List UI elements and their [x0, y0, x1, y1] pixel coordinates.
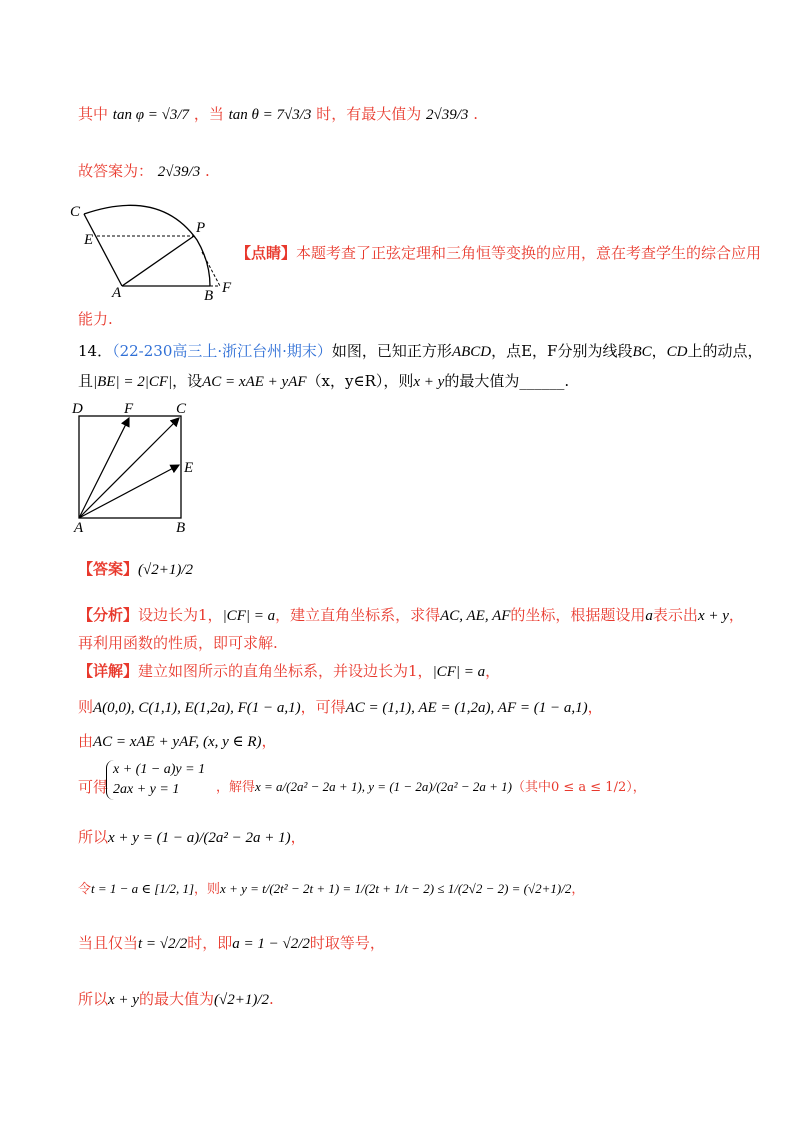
- text: 设边长为1，: [138, 606, 223, 624]
- text: ，当: [193, 105, 224, 123]
- detail-label: 【详解】: [78, 662, 139, 680]
- segment-ap: [122, 236, 194, 286]
- arc: [84, 205, 210, 286]
- text: 表示出: [652, 606, 698, 624]
- label-f: F: [124, 401, 134, 417]
- q14-line1: [78, 340, 763, 363]
- text: ，解得: [216, 780, 256, 795]
- label-f: F: [222, 280, 232, 296]
- comment-cont: [78, 308, 113, 330]
- text: ，: [728, 606, 744, 624]
- text: ，: [261, 732, 277, 750]
- label-b: B: [204, 288, 214, 304]
- math: |CF| = a: [222, 608, 276, 624]
- math: AC = xAE + yAF, (x, y ∈ R): [93, 734, 262, 750]
- q14-line2: [78, 370, 569, 393]
- text: 的坐标，根据题设用: [510, 606, 646, 624]
- math: |CF| = a: [432, 664, 486, 680]
- math: a = 1 − √2/2: [232, 936, 310, 952]
- math: t = √2/2: [138, 936, 188, 952]
- text: （x，y∈R），则: [306, 372, 414, 390]
- detail-line1: [78, 660, 500, 683]
- math: x = a/(2a² − 2a + 1), y = (1 − 2a)/(2a² − 2a + 1): [255, 779, 512, 794]
- text: ，设: [172, 372, 203, 390]
- answer-formula: 2√39/3: [157, 164, 201, 180]
- tan-phi-formula: tan φ = √3/7: [112, 107, 190, 123]
- label-a: A: [74, 520, 84, 534]
- math: (√2+1)/2: [213, 992, 269, 1008]
- vector-ac: [79, 418, 179, 518]
- text: 令: [78, 882, 92, 897]
- max-value-formula: 2√39/3: [426, 107, 469, 123]
- detail-line6: [78, 878, 584, 901]
- text: ，: [571, 882, 585, 897]
- equation-2: 2ax + y = 1: [113, 782, 180, 797]
- text: 时，有最大值为: [316, 105, 422, 123]
- text: 则: [78, 698, 94, 716]
- sector-figure: [70, 200, 250, 305]
- math: x + y = (1 − a)/(2a² − 2a + 1): [108, 830, 291, 846]
- text: 时取等号，: [309, 934, 385, 952]
- segment-ca: [84, 214, 122, 286]
- text: ，: [290, 828, 306, 846]
- text: 所以: [78, 828, 109, 846]
- text: 建立如图所示的直角坐标系，并设边长为1，: [138, 662, 433, 680]
- label-e: E: [84, 232, 94, 248]
- comment-label: 【点睛】: [236, 244, 297, 262]
- text: 当且仅当: [78, 934, 139, 952]
- label-p: P: [196, 220, 206, 236]
- text: 由: [78, 732, 94, 750]
- text: 如图，已知正方形: [331, 342, 452, 360]
- text: （其中0 ≤ a ≤ 1/2）: [511, 780, 633, 795]
- detail-line8: [78, 988, 274, 1011]
- question-number: 14．: [78, 342, 113, 360]
- label-a: A: [112, 285, 122, 301]
- label-d: D: [72, 401, 83, 417]
- math: x + y: [697, 608, 729, 624]
- text: ，: [632, 780, 646, 795]
- math: A(0,0), C(1,1), E(1,2a), F(1 − a,1): [93, 700, 301, 716]
- text: ，: [651, 342, 667, 360]
- analysis-line2: [78, 632, 278, 654]
- math: x + y = t/(2t² − 2t + 1) = 1/(2t + 1/t − 2) ≤ 1/(2√2 − 2) = (√2+1)/2: [220, 881, 572, 896]
- text: ，: [485, 662, 501, 680]
- tangent-line: [202, 252, 220, 286]
- detail-line4-prefix: [78, 776, 108, 798]
- math: x + y: [108, 992, 139, 1008]
- text: .: [268, 990, 274, 1008]
- text: 故答案为：: [78, 162, 154, 180]
- vector-ae: [79, 465, 179, 518]
- text: ，建立直角坐标系，求得: [275, 606, 441, 624]
- math: AC = xAE + yAF: [202, 374, 307, 390]
- text: 且: [78, 372, 94, 390]
- tan-theta-formula: tan θ = 7√3/3: [228, 107, 312, 123]
- text: 能力.: [78, 310, 113, 328]
- equation-1: x + (1 − a)y = 1: [113, 762, 206, 777]
- detail-line5: [78, 826, 306, 849]
- math: ABCD: [451, 344, 492, 360]
- label-c: C: [70, 204, 81, 220]
- section1-line1: [78, 103, 478, 126]
- text: ，: [587, 698, 603, 716]
- text: ，点E，F分别为线段: [491, 342, 633, 360]
- question-source: （22-230高三上·浙江台州·期末）: [112, 342, 332, 360]
- detail-line2: [78, 696, 603, 719]
- math: t = 1 − a ∈ [1/2, 1]: [91, 881, 195, 896]
- math: AC = (1,1), AE = (1,2a), AF = (1 − a,1): [345, 700, 588, 716]
- text: 的最大值为: [138, 990, 214, 1008]
- text: 再利用函数的性质，即可求解.: [78, 634, 278, 652]
- vector-af: [79, 418, 129, 518]
- label-e: E: [184, 460, 194, 476]
- answer-value: (√2+1)/2: [138, 562, 194, 578]
- detail-line4-rest: [216, 776, 646, 799]
- answer-label: 【答案】: [78, 560, 139, 578]
- text: ，可得: [300, 698, 346, 716]
- label-c: C: [176, 401, 187, 417]
- text: 的最大值为______.: [444, 372, 570, 390]
- comment-text: 本题考查了正弦定理和三角恒等变换的应用，意在考查学生的综合应用: [296, 244, 762, 262]
- text: 所以: [78, 990, 109, 1008]
- text: ，则: [194, 882, 221, 897]
- square-figure: [70, 398, 200, 534]
- label-b: B: [176, 520, 186, 534]
- text: 上的动点，: [687, 342, 763, 360]
- detail-line7: [78, 932, 385, 955]
- math: CD: [666, 344, 688, 360]
- text: 时，即: [187, 934, 233, 952]
- analysis-label: 【分析】: [78, 606, 139, 624]
- text: 其中: [78, 105, 109, 123]
- comment-line: [236, 242, 761, 264]
- math: |BE| = 2|CF|: [93, 374, 173, 390]
- math: AC, AE, AF: [440, 608, 511, 624]
- detail-line3: [78, 730, 277, 753]
- math: x + y: [413, 374, 445, 390]
- math: a: [645, 608, 653, 624]
- text: .: [204, 162, 210, 180]
- text: 可得: [78, 778, 109, 796]
- equation-system: [106, 760, 205, 800]
- answer-line: [78, 160, 210, 183]
- math: BC: [632, 344, 652, 360]
- analysis-line1: [78, 604, 744, 627]
- text: .: [473, 105, 478, 123]
- answer-block: [78, 558, 193, 581]
